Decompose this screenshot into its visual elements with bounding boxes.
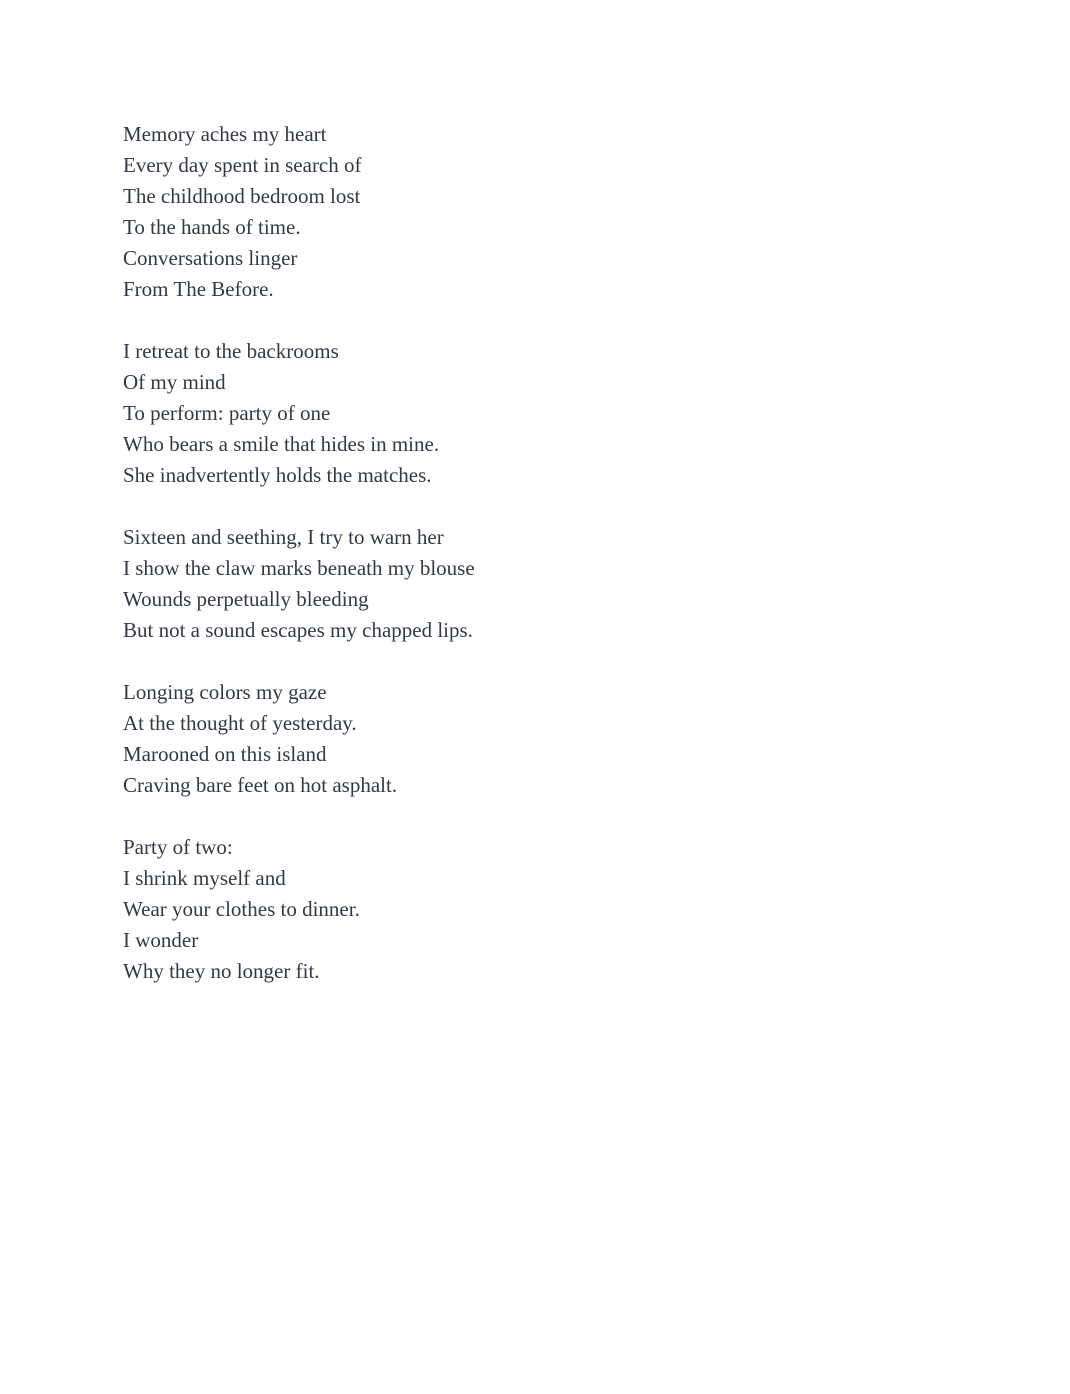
stanza-1 [123, 119, 923, 305]
poem-line: Craving bare feet on hot asphalt. [123, 773, 398, 797]
poem-line: Why they no longer fit. [123, 959, 320, 983]
stanza-2 [123, 336, 923, 491]
stanza-4 [123, 677, 923, 801]
poem-line: Conversations linger [123, 246, 298, 270]
poem-line: Wounds perpetually bleeding [123, 587, 369, 611]
poem-line: Party of two: [123, 835, 233, 859]
poem-line: Every day spent in search of [123, 153, 362, 177]
poem-line: I show the claw marks beneath my blouse [123, 556, 475, 580]
poem-line: I retreat to the backrooms [123, 339, 339, 363]
poem-line: To perform: party of one [123, 401, 331, 425]
poem-line: Sixteen and seething, I try to warn her [123, 525, 444, 549]
poem-line: Wear your clothes to dinner. [123, 897, 360, 921]
poem-line: Longing colors my gaze [123, 680, 327, 704]
poem-line: Who bears a smile that hides in mine. [123, 432, 440, 456]
poem-line: To the hands of time. [123, 215, 301, 239]
poem-line: I shrink myself and [123, 866, 286, 890]
poem-line: At the thought of yesterday. [123, 711, 357, 735]
poem-line: From The Before. [123, 277, 274, 301]
poem-line: She inadvertently holds the matches. [123, 463, 432, 487]
poem-line: But not a sound escapes my chapped lips. [123, 618, 473, 642]
stanza-5 [123, 832, 923, 987]
poem-line: The childhood bedroom lost [123, 184, 361, 208]
poem-body [123, 119, 923, 1018]
poem-line: I wonder [123, 928, 199, 952]
stanza-3 [123, 522, 923, 646]
poem-line: Of my mind [123, 370, 226, 394]
poem-line: Marooned on this island [123, 742, 327, 766]
poem-line: Memory aches my heart [123, 122, 327, 146]
